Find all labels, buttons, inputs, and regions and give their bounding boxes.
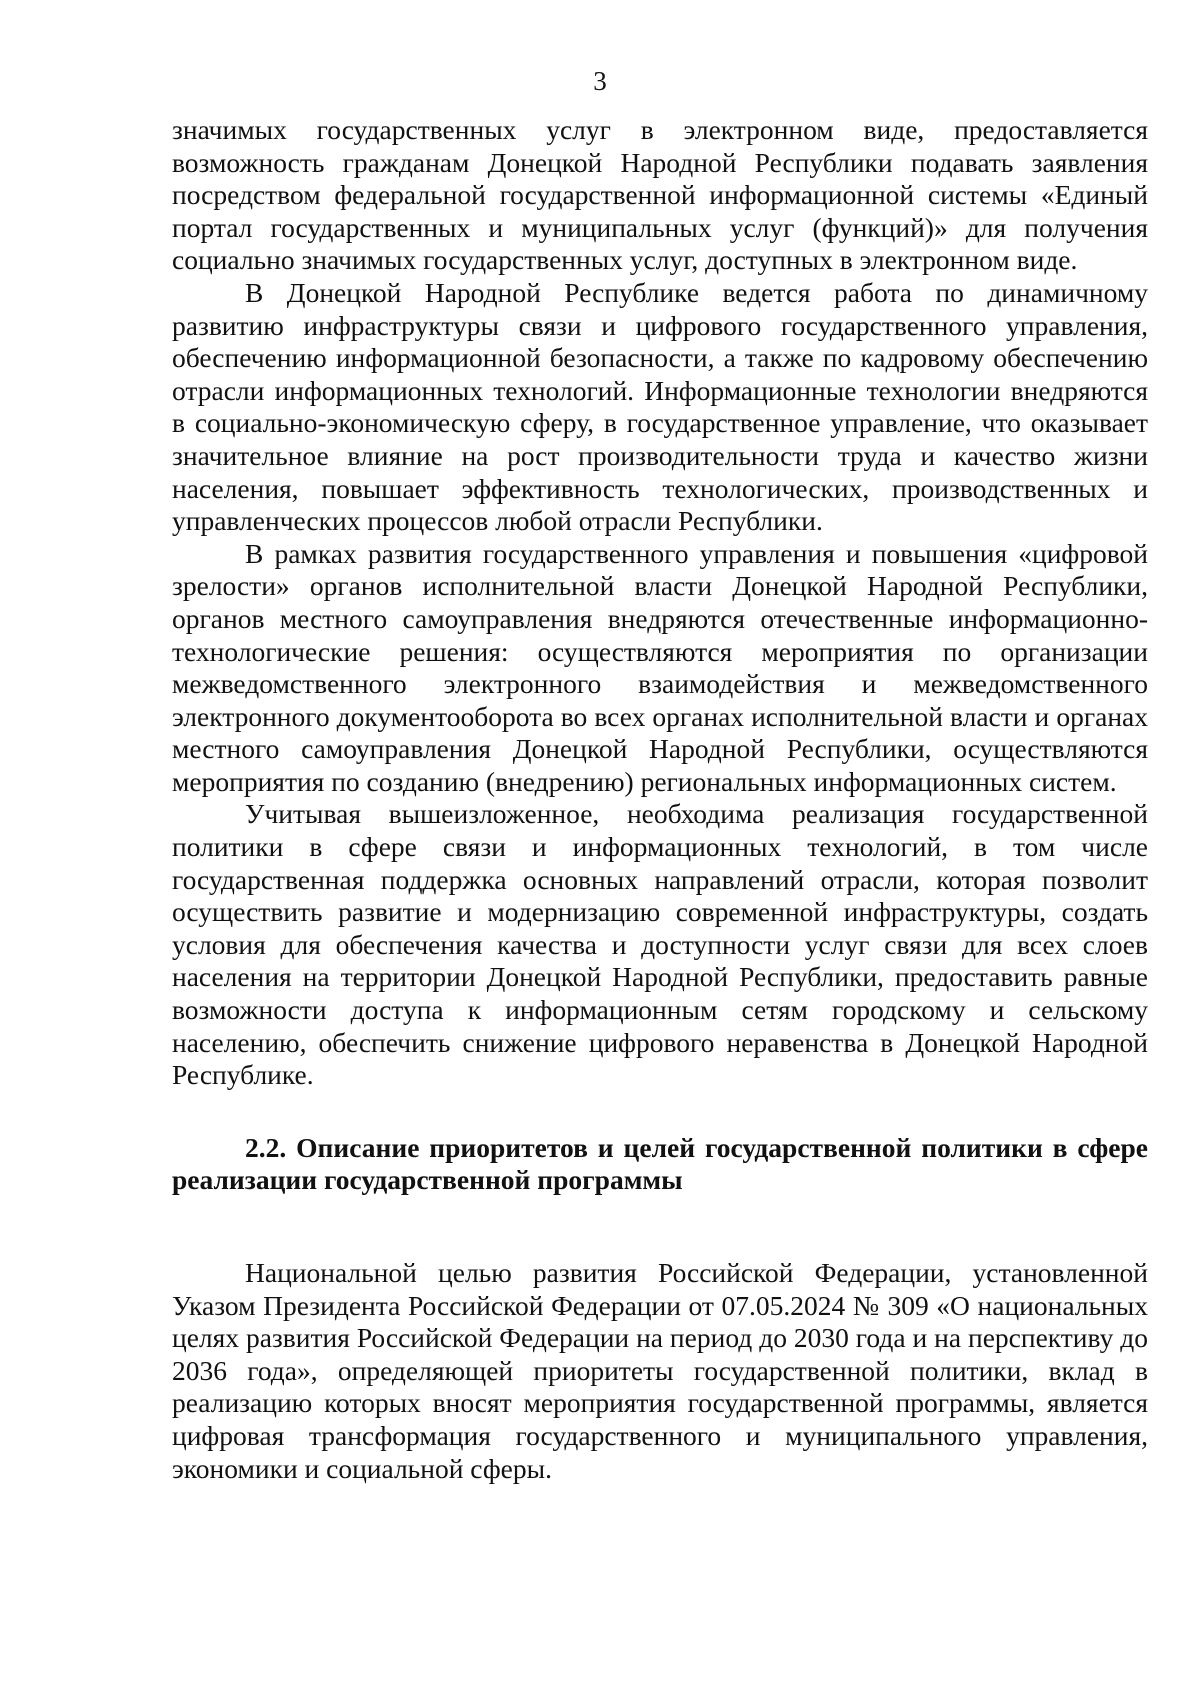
page-number: 3: [593, 66, 607, 96]
paragraph-national-goal: Национальной целью развития Российской Федерации, установленной Указом Президента Российской Федерации от 07.05.2024 № 309 «О национальных целях развития Российской Федерации на период до 2030 года и на перспективу до 2036 года», определяющей приоритеты государственной политики, вклад в реализацию которых вносят мероприятия государственной программы, является цифровая трансформация государственного и муниципального управления, экономики и социальной сферы.: [172, 1257, 1148, 1484]
section-heading: 2.2. Описание приоритетов и целей государственной политики в сфере реализации государственной программы: [172, 1131, 1148, 1196]
paragraph-digital-maturity: В рамках развития государственного управления и повышения «цифровой зрелости» органов исполнительной власти Донецкой Народной Республики, органов местного самоуправления внедряются отечественные информационно-технологические решения: осуществляются мероприятия по организации межведомственного электронного взаимодействия и межведомственного электронного документооборота во всех органах исполнительной власти и органах местного самоуправления Донецкой Народной Республики, осуществляются мероприятия по созданию (внедрению) региональных информационных систем.: [172, 537, 1148, 797]
document-body: [172, 114, 1148, 1485]
paragraph-infrastructure: В Донецкой Народной Республике ведется работа по динамичному развитию инфраструктуры связи и цифрового государственного управления, обеспечению информационной безопасности, а также по кадровому обеспечению отрасли информационных технологий. Информационные технологии внедряются в социально-экономическую сферу, в государственное управление, что оказывает значительное влияние на рост производительности труда и качество жизни населения, повышает эффективность технологических, производственных и управленческих процессов любой отрасли Республики.: [172, 276, 1148, 537]
paragraph-policy-need: Учитывая вышеизложенное, необходима реализация государственной политики в сфере связи и информационных технологий, в том числе государственная поддержка основных направлений отрасли, которая позволит осуществить развитие и модернизацию современной инфраструктуры, создать условия для обеспечения качества и доступности услуг связи для всех слоев населения на территории Донецкой Народной Республики, предоставить равные возможности доступа к информационным сетям городскому и сельскому населению, обеспечить снижение цифрового неравенства в Донецкой Народной Республике.: [172, 798, 1148, 1091]
paragraph-continued: значимых государственных услуг в электронном виде, предоставляется возможность гражданам Донецкой Народной Республики подавать заявления посредством федеральной государственной информационной системы «Единый портал государственных и муниципальных услуг (функций)» для получения социально значимых государственных услуг, доступных в электронном виде.: [172, 114, 1148, 276]
